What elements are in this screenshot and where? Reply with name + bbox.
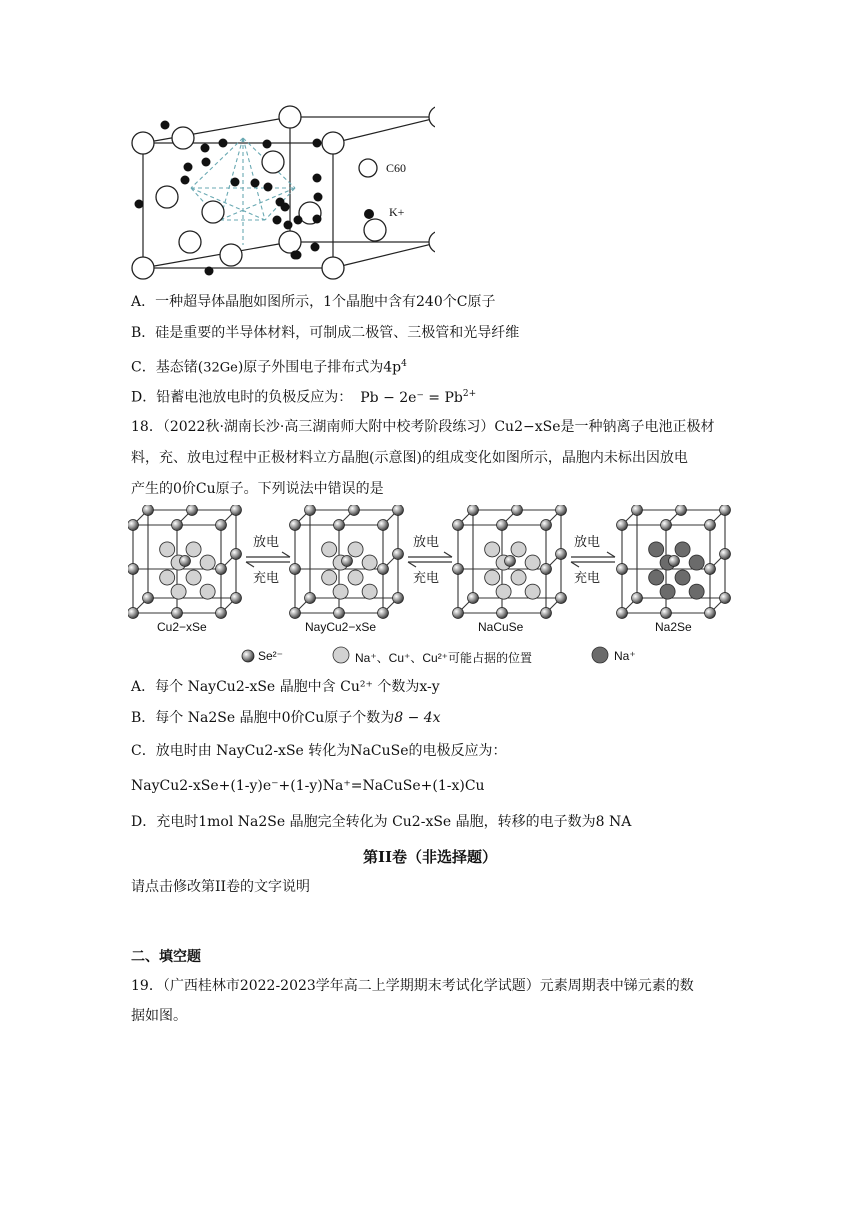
equilibrium-arrow-2 bbox=[408, 552, 452, 567]
q18-stem-line2: 料，充、放电过程中正极材料立方晶胞(示意图)的组成变化如图所示，晶胞内未标出因放电 bbox=[131, 450, 688, 466]
equilibrium-arrow-1 bbox=[246, 552, 290, 567]
q19-line2: 据如图。 bbox=[131, 1008, 187, 1024]
cell-caption-3: NaCuSe bbox=[478, 620, 524, 634]
q18-source: 18．（2022秋·湖南长沙·高三湖南师大附中校考阶段练习） bbox=[131, 419, 495, 435]
q18-d-text2: 晶胞完全转化为 bbox=[289, 814, 388, 830]
cation-site-legend-icon bbox=[332, 646, 350, 664]
q17-option-c-formula: 32Ge bbox=[203, 360, 238, 376]
q18-c-text2: 转化为NaCuSe的电极反应为： bbox=[308, 743, 507, 759]
unit-cell-3 bbox=[453, 505, 567, 619]
legend-c60-label: C60 bbox=[386, 161, 407, 175]
arrow3-discharge-label: 放电 bbox=[574, 535, 601, 550]
equilibrium-arrow-3 bbox=[571, 552, 615, 567]
q18-c-text1: C．放电时由 bbox=[131, 743, 212, 759]
q18-a-text3: 个数为 bbox=[377, 679, 420, 695]
q17-option-d-sup: 2+ bbox=[462, 389, 477, 399]
se-ion-legend-icon bbox=[240, 648, 256, 664]
q18-a-value: x-y bbox=[419, 679, 440, 695]
c60-open-circle-icon bbox=[358, 158, 378, 178]
q18-stem-line3: 产生的0价Cu原子。下列说法中错误的是 bbox=[131, 481, 384, 497]
q18-d-formula: Na2Se bbox=[237, 814, 286, 830]
k-ion-filled-dot-icon bbox=[363, 208, 375, 220]
k3c60-unit-cell-figure bbox=[125, 100, 435, 285]
q17-option-c-prefix: C．基态锗( bbox=[131, 359, 204, 376]
q18-a-ion: Cu²⁺ bbox=[340, 679, 373, 695]
arrow2-discharge-label: 放电 bbox=[413, 535, 440, 550]
q18-a-text1: A．每个 bbox=[131, 679, 184, 695]
q17-option-c bbox=[131, 354, 407, 379]
q17-option-d bbox=[131, 384, 476, 408]
legend-k-label: K+ bbox=[389, 205, 405, 219]
q17-option-c-sup: 4 bbox=[401, 359, 407, 369]
q17-option-d-prefix: D．铅蓄电池放电时的负极反应为： bbox=[131, 389, 353, 406]
legend-se-label: Se²⁻ bbox=[258, 649, 284, 663]
q18-option-c bbox=[131, 741, 506, 761]
q17-option-c-suffix: )原子外围电子排布式为4p bbox=[237, 359, 402, 376]
unit-cell-4 bbox=[617, 505, 731, 619]
part2-heading: 二、填空题 bbox=[131, 949, 201, 965]
q18-stem-formula: Cu2−xSe bbox=[494, 419, 561, 435]
q17-option-a: A．一种超导体晶胞如图所示，1个晶胞中含有240个C原子 bbox=[131, 294, 496, 310]
q18-stem-suffix: 是一种钠离子电池正极材 bbox=[560, 419, 715, 435]
arrow1-discharge-label: 放电 bbox=[253, 535, 280, 550]
unit-cell-1 bbox=[128, 505, 242, 619]
na-ion-legend-icon bbox=[591, 646, 609, 664]
q19-line1: 19．（广西桂林市2022-2023学年高二上学期期末考试化学试题）元素周期表中锑元素的数 bbox=[131, 978, 694, 994]
q18-c-formula: NayCu2-xSe bbox=[216, 743, 304, 759]
section-ii-note[interactable]: 请点击修改第II卷的文字说明 bbox=[131, 879, 311, 895]
q18-b-value: 8 − 4x bbox=[394, 710, 441, 726]
q18-d-unit: NA bbox=[609, 814, 632, 830]
q17-option-b: B．硅是重要的半导体材料，可制成二极管、三极管和光导纤维 bbox=[131, 325, 520, 341]
section-ii-title: 第II卷（非选择题） bbox=[362, 848, 498, 866]
q18-d-formula2: Cu2-xSe bbox=[392, 814, 452, 830]
arrow3-charge-label: 充电 bbox=[574, 571, 601, 586]
q18-a-text2: 晶胞中含 bbox=[279, 679, 336, 695]
cell-caption-2: NayCu2−xSe bbox=[305, 620, 377, 634]
q18-d-text1: D．充电时1mol bbox=[131, 814, 234, 830]
q18-stem-line1 bbox=[131, 417, 714, 437]
cell-caption-4: Na2Se bbox=[655, 620, 692, 634]
q18-option-d bbox=[131, 812, 631, 832]
q18-option-a bbox=[131, 677, 440, 697]
q18-option-b bbox=[131, 708, 441, 728]
cell-caption-1: Cu2−xSe bbox=[157, 620, 207, 634]
q18-d-text3: 晶胞，转移的电子数为8 bbox=[455, 814, 605, 830]
q18-b-text1: B．每个 bbox=[131, 710, 184, 726]
q18-a-formula: NayCu2-xSe bbox=[187, 679, 276, 695]
legend-na-label: Na⁺ bbox=[614, 649, 636, 663]
unit-cell-2 bbox=[290, 505, 404, 619]
arrow2-charge-label: 充电 bbox=[413, 571, 440, 586]
q18-b-text2: 晶胞中0价Cu原子个数为 bbox=[239, 710, 395, 726]
q17-option-d-equation: Pb − 2e⁻ = Pb bbox=[360, 389, 463, 406]
q18-option-c-equation: NayCu2-xSe+(1-y)e⁻+(1-y)Na⁺=NaCuSe+(1-x)Cu bbox=[131, 778, 485, 794]
arrow1-charge-label: 充电 bbox=[253, 571, 280, 586]
legend-site-label: Na⁺、Cu⁺、Cu²⁺可能占据的位置 bbox=[355, 651, 533, 665]
q18-b-formula: Na2Se bbox=[187, 710, 236, 726]
